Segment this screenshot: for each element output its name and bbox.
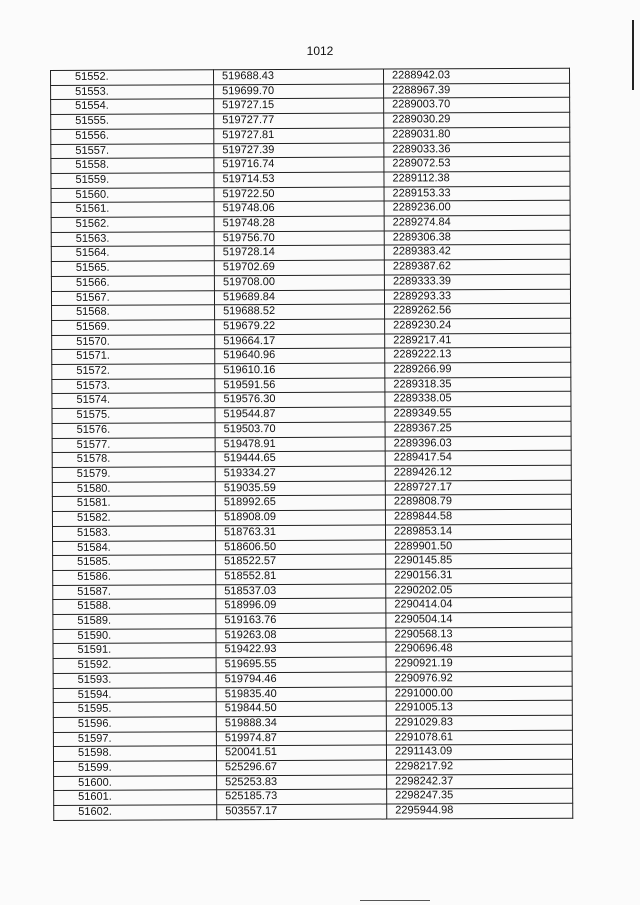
point-id-cell: 51555. bbox=[51, 114, 214, 129]
easting-cell: 519444.65 bbox=[215, 451, 385, 466]
easting-cell: 525185.73 bbox=[217, 789, 387, 804]
northing-cell: 2289417.54 bbox=[385, 451, 571, 467]
point-id-cell: 51588. bbox=[53, 599, 216, 614]
easting-cell: 519478.91 bbox=[215, 437, 385, 452]
easting-cell: 518522.57 bbox=[216, 554, 386, 569]
northing-cell: 2289030.29 bbox=[384, 112, 570, 128]
northing-cell: 2298242.37 bbox=[387, 774, 573, 790]
easting-cell: 519503.70 bbox=[215, 422, 385, 437]
northing-cell: 2289236.00 bbox=[384, 201, 570, 217]
point-id-cell: 51582. bbox=[52, 511, 215, 526]
point-id-cell: 51571. bbox=[52, 349, 215, 364]
page-edge-mark bbox=[632, 20, 634, 90]
easting-cell: 519835.40 bbox=[216, 687, 386, 702]
easting-cell: 519699.70 bbox=[214, 84, 384, 99]
northing-cell: 2290202.05 bbox=[386, 583, 572, 599]
easting-cell: 519727.15 bbox=[214, 98, 384, 113]
easting-cell: 519727.81 bbox=[214, 128, 384, 143]
easting-cell: 518996.09 bbox=[216, 598, 386, 613]
point-id-cell: 51589. bbox=[53, 614, 216, 629]
point-id-cell: 51590. bbox=[53, 629, 216, 644]
northing-cell: 2291005.13 bbox=[386, 700, 572, 716]
northing-cell: 2289266.99 bbox=[385, 362, 571, 378]
northing-cell: 2290414.04 bbox=[386, 598, 572, 614]
point-id-cell: 51579. bbox=[52, 467, 215, 482]
point-id-cell: 51564. bbox=[51, 246, 214, 261]
coordinate-table bbox=[50, 68, 573, 821]
easting-cell: 519888.34 bbox=[216, 716, 386, 731]
northing-cell: 2289153.33 bbox=[384, 186, 570, 202]
easting-cell: 503557.17 bbox=[217, 804, 387, 819]
table-row bbox=[54, 803, 573, 820]
northing-cell: 2298217.92 bbox=[387, 759, 573, 775]
point-id-cell: 51581. bbox=[52, 496, 215, 511]
point-id-cell: 51573. bbox=[52, 379, 215, 394]
point-id-cell: 51597. bbox=[53, 731, 216, 746]
northing-cell: 2289072.53 bbox=[384, 156, 570, 172]
point-id-cell: 51601. bbox=[54, 790, 217, 805]
northing-cell: 2291029.83 bbox=[386, 715, 572, 731]
easting-cell: 518763.31 bbox=[215, 525, 385, 540]
northing-cell: 2289306.38 bbox=[384, 230, 570, 246]
easting-cell: 518992.65 bbox=[215, 495, 385, 510]
northing-cell: 2289318.35 bbox=[385, 377, 571, 393]
easting-cell: 519722.50 bbox=[214, 187, 384, 202]
easting-cell: 525253.83 bbox=[217, 775, 387, 790]
point-id-cell: 51576. bbox=[52, 423, 215, 438]
northing-cell: 2289230.24 bbox=[385, 318, 571, 334]
point-id-cell: 51596. bbox=[53, 717, 216, 732]
point-id-cell: 51575. bbox=[52, 408, 215, 423]
easting-cell: 518552.81 bbox=[216, 569, 386, 584]
northing-cell: 2290568.13 bbox=[386, 627, 572, 643]
northing-cell: 2290145.85 bbox=[386, 553, 572, 569]
point-id-cell: 51600. bbox=[54, 776, 217, 791]
easting-cell: 519708.00 bbox=[214, 275, 384, 290]
point-id-cell: 51592. bbox=[53, 658, 216, 673]
easting-cell: 519035.59 bbox=[215, 481, 385, 496]
northing-cell: 2289426.12 bbox=[385, 465, 571, 481]
easting-cell: 519794.46 bbox=[216, 672, 386, 687]
easting-cell: 519714.53 bbox=[214, 172, 384, 187]
point-id-cell: 51570. bbox=[52, 334, 215, 349]
northing-cell: 2289217.41 bbox=[385, 333, 571, 349]
easting-cell: 519610.16 bbox=[215, 363, 385, 378]
point-id-cell: 51567. bbox=[51, 290, 214, 305]
point-id-cell: 51552. bbox=[51, 70, 214, 85]
point-id-cell: 51595. bbox=[53, 702, 216, 717]
northing-cell: 2289844.58 bbox=[385, 509, 571, 525]
northing-cell: 2289727.17 bbox=[385, 480, 571, 496]
point-id-cell: 51557. bbox=[51, 143, 214, 158]
northing-cell: 2289367.25 bbox=[385, 421, 571, 437]
northing-cell: 2289293.33 bbox=[384, 289, 570, 305]
northing-cell: 2295944.98 bbox=[387, 803, 573, 819]
northing-cell: 2291078.61 bbox=[386, 730, 572, 746]
northing-cell: 2291143.09 bbox=[386, 745, 572, 761]
northing-cell: 2289031.80 bbox=[384, 127, 570, 143]
northing-cell: 2298247.35 bbox=[387, 789, 573, 805]
coordinate-table-wrapper bbox=[50, 68, 573, 821]
easting-cell: 519748.28 bbox=[214, 216, 384, 231]
point-id-cell: 51565. bbox=[51, 261, 214, 276]
easting-cell: 520041.51 bbox=[216, 745, 386, 760]
northing-cell: 2290921.19 bbox=[386, 656, 572, 672]
coordinate-table-body bbox=[51, 68, 573, 820]
point-id-cell: 51558. bbox=[51, 158, 214, 173]
northing-cell: 2289387.62 bbox=[384, 259, 570, 275]
easting-cell: 519844.50 bbox=[216, 701, 386, 716]
point-id-cell: 51559. bbox=[51, 173, 214, 188]
easting-cell: 519664.17 bbox=[215, 334, 385, 349]
point-id-cell: 51584. bbox=[53, 540, 216, 555]
easting-cell: 519640.96 bbox=[215, 348, 385, 363]
easting-cell: 519974.87 bbox=[216, 731, 386, 746]
easting-cell: 519695.55 bbox=[216, 657, 386, 672]
point-id-cell: 51553. bbox=[51, 84, 214, 99]
northing-cell: 2288967.39 bbox=[384, 83, 570, 99]
easting-cell: 519689.84 bbox=[214, 290, 384, 305]
northing-cell: 2289003.70 bbox=[384, 98, 570, 114]
point-id-cell: 51602. bbox=[54, 805, 217, 820]
easting-cell: 519727.39 bbox=[214, 143, 384, 158]
easting-cell: 518908.09 bbox=[215, 510, 385, 525]
point-id-cell: 51594. bbox=[53, 687, 216, 702]
point-id-cell: 51574. bbox=[52, 393, 215, 408]
northing-cell: 2289112.38 bbox=[384, 171, 570, 187]
easting-cell: 519576.30 bbox=[215, 393, 385, 408]
point-id-cell: 51561. bbox=[51, 202, 214, 217]
point-id-cell: 51578. bbox=[52, 452, 215, 467]
northing-cell: 2290976.92 bbox=[386, 671, 572, 687]
northing-cell: 2289274.84 bbox=[384, 215, 570, 231]
northing-cell: 2289262.56 bbox=[385, 303, 571, 319]
easting-cell: 518537.03 bbox=[216, 584, 386, 599]
easting-cell: 519263.08 bbox=[216, 628, 386, 643]
point-id-cell: 51563. bbox=[51, 232, 214, 247]
easting-cell: 519702.69 bbox=[214, 260, 384, 275]
point-id-cell: 51577. bbox=[52, 437, 215, 452]
point-id-cell: 51568. bbox=[52, 305, 215, 320]
easting-cell: 519422.93 bbox=[216, 642, 386, 657]
easting-cell: 519727.77 bbox=[214, 113, 384, 128]
northing-cell: 2289396.03 bbox=[385, 436, 571, 452]
point-id-cell: 51583. bbox=[52, 526, 215, 541]
easting-cell: 519728.14 bbox=[214, 245, 384, 260]
northing-cell: 2289808.79 bbox=[385, 495, 571, 511]
point-id-cell: 51569. bbox=[52, 320, 215, 335]
easting-cell: 525296.67 bbox=[217, 760, 387, 775]
point-id-cell: 51593. bbox=[53, 673, 216, 688]
easting-cell: 519163.76 bbox=[216, 613, 386, 628]
northing-cell: 2289033.36 bbox=[384, 142, 570, 158]
point-id-cell: 51598. bbox=[53, 746, 216, 761]
easting-cell: 519334.27 bbox=[215, 466, 385, 481]
point-id-cell: 51560. bbox=[51, 187, 214, 202]
point-id-cell: 51562. bbox=[51, 217, 214, 232]
easting-cell: 518606.50 bbox=[216, 540, 386, 555]
point-id-cell: 51572. bbox=[52, 364, 215, 379]
easting-cell: 519679.22 bbox=[215, 319, 385, 334]
point-id-cell: 51586. bbox=[53, 570, 216, 585]
northing-cell: 2289901.50 bbox=[386, 539, 572, 555]
northing-cell: 2290156.31 bbox=[386, 568, 572, 584]
point-id-cell: 51585. bbox=[53, 555, 216, 570]
northing-cell: 2289853.14 bbox=[385, 524, 571, 540]
northing-cell: 2289349.55 bbox=[385, 406, 571, 422]
northing-cell: 2289383.42 bbox=[384, 245, 570, 261]
bottom-rule bbox=[360, 900, 430, 901]
easting-cell: 519756.70 bbox=[214, 231, 384, 246]
easting-cell: 519748.06 bbox=[214, 201, 384, 216]
easting-cell: 519544.87 bbox=[215, 407, 385, 422]
northing-cell: 2290696.48 bbox=[386, 642, 572, 658]
point-id-cell: 51599. bbox=[54, 761, 217, 776]
easting-cell: 519716.74 bbox=[214, 157, 384, 172]
northing-cell: 2289222.13 bbox=[385, 348, 571, 364]
point-id-cell: 51587. bbox=[53, 584, 216, 599]
point-id-cell: 51554. bbox=[51, 99, 214, 114]
point-id-cell: 51580. bbox=[52, 481, 215, 496]
northing-cell: 2289338.05 bbox=[385, 392, 571, 408]
point-id-cell: 51566. bbox=[51, 276, 214, 291]
easting-cell: 519688.43 bbox=[214, 69, 384, 84]
easting-cell: 519688.52 bbox=[215, 304, 385, 319]
point-id-cell: 51591. bbox=[53, 643, 216, 658]
northing-cell: 2290504.14 bbox=[386, 612, 572, 628]
northing-cell: 2288942.03 bbox=[383, 68, 569, 84]
easting-cell: 519591.56 bbox=[215, 378, 385, 393]
point-id-cell: 51556. bbox=[51, 129, 214, 144]
northing-cell: 2289333.39 bbox=[384, 274, 570, 290]
page-number: 1012 bbox=[306, 44, 334, 58]
northing-cell: 2291000.00 bbox=[386, 686, 572, 702]
